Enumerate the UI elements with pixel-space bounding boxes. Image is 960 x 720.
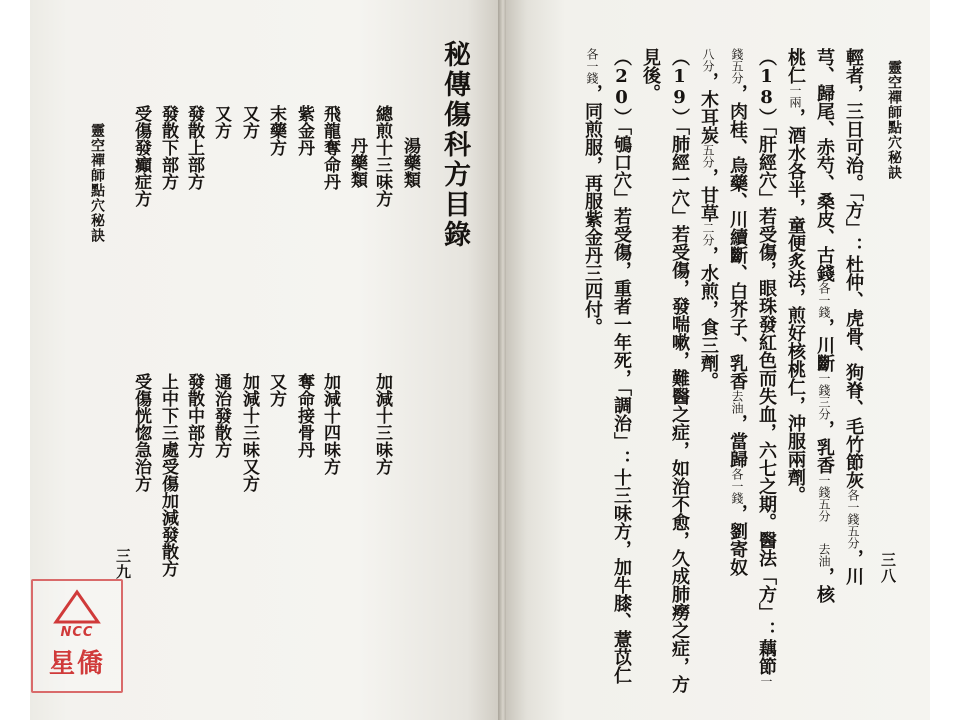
triangle-logo-icon — [53, 589, 101, 625]
toc-entry: 加減十四味方 — [320, 373, 340, 475]
toc-entry: 發散上部方 — [184, 105, 204, 190]
seal-text-cn: 星僑 — [48, 649, 105, 679]
toc-entry: 又方 — [211, 105, 231, 139]
dosage-note: 二分 — [701, 222, 715, 246]
toc-entry: 又方 — [266, 373, 286, 407]
body-text-run — [814, 522, 835, 543]
body-text-run: ，酒水各半，童便炙法，煎好核桃仁，沖服兩劑。 — [785, 108, 806, 504]
body-text-run: 輕者，三日可治。「方」：杜仲、虎骨、狗脊、毛竹節灰 — [843, 48, 864, 489]
dosage-note: 各一錢 — [730, 468, 744, 504]
toc-entry: 末藥方 — [266, 105, 286, 156]
body-text-run: ，當歸 — [727, 414, 748, 468]
toc-entry: 發散下部方 — [158, 105, 178, 190]
body-text-run: （19）「肺經一穴」若受傷，發喘嗽，難醫之症，如治不愈，久成肺癆之症，方 — [669, 48, 690, 693]
toc-entry: 奪命接骨丹 — [294, 373, 314, 458]
body-text-run: 桃仁 — [785, 48, 806, 84]
body-column — [786, 48, 804, 504]
body-column — [612, 48, 630, 684]
dosage-note: 錢五分 — [730, 48, 744, 84]
body-column — [815, 48, 833, 603]
toc-entry: 總煎十三味方 — [372, 105, 392, 207]
right-page — [506, 0, 930, 720]
dosage-note: 一 — [759, 675, 773, 687]
body-text-run: ，木耳炭 — [698, 72, 719, 144]
dosage-note: 各一錢 — [817, 282, 831, 318]
toc-entry: 受傷發癲症方 — [131, 105, 151, 207]
right-page-number: 三八 — [879, 552, 897, 584]
body-column — [699, 48, 717, 390]
body-text-run: ，甘草 — [698, 168, 719, 222]
body-column — [757, 48, 775, 687]
ncc-watermark-seal — [31, 579, 123, 693]
body-text-run: 芎、歸尾、赤芍、桑皮、古錢 — [814, 48, 835, 282]
dosage-note: 各一錢五分 — [846, 489, 860, 549]
body-text-run: ，肉桂、烏藥、川續斷、白芥子、乳香 — [727, 84, 748, 390]
left-page-number: 三九 — [114, 548, 132, 580]
seal-text-en: NCC — [60, 625, 94, 640]
dosage-note: 五分 — [701, 144, 715, 168]
body-text-run: 見後。 — [640, 48, 661, 102]
toc-title: 秘傳傷科方目錄 — [439, 40, 470, 250]
body-text-run: ，川 — [843, 549, 864, 585]
body-text-run: ，水煎，食三劑。 — [698, 246, 719, 390]
body-text-run: （20）「鴝口穴」若受傷，重者一年死，「調治」：十三味方，加牛膝、薏苡仁 — [611, 48, 632, 684]
body-column — [641, 48, 659, 102]
left-running-head: 靈空禪師點穴秘訣 — [89, 123, 105, 243]
body-text-run: ，劉寄奴 — [727, 504, 748, 576]
dosage-note: 去油 — [730, 390, 744, 414]
body-column — [583, 48, 601, 336]
body-column — [728, 48, 746, 576]
body-column — [844, 48, 862, 585]
dosage-note: 去油 — [817, 543, 831, 567]
toc-entry: 受傷恍惚急治方 — [131, 373, 151, 492]
dosage-note: 八分 — [701, 48, 715, 72]
toc-entry: 又方 — [239, 105, 259, 139]
body-text-run: （18）「肝經穴」若受傷，眼珠發紅色而失血，六七之期。醫法「方」：藕節 — [756, 48, 777, 675]
body-text-run: ，川斷 — [814, 318, 835, 372]
body-column — [670, 48, 688, 693]
right-running-head: 靈空禪師點穴秘訣 — [886, 60, 902, 180]
toc-entry: 紫金丹 — [294, 105, 314, 156]
toc-entry: 上中下三處受傷加減發散方 — [158, 373, 178, 577]
dosage-note: 一錢三分 — [817, 372, 831, 420]
toc-entry: 湯藥類 — [400, 137, 420, 188]
toc-entry: 通治發散方 — [211, 373, 231, 458]
toc-entry: 丹藥類 — [347, 137, 367, 188]
body-text-run: ，核 — [814, 567, 835, 603]
dosage-note: 一兩 — [788, 84, 802, 108]
dosage-note: 一錢五分 — [817, 474, 831, 522]
toc-entry: 加減十三味又方 — [239, 373, 259, 492]
toc-entry: 發散中部方 — [184, 373, 204, 458]
toc-entry: 加減十三味方 — [372, 373, 392, 475]
body-text-run: ，乳香 — [814, 420, 835, 474]
body-text-run: ，同煎服，再服紫金丹三四付。 — [582, 84, 603, 336]
toc-entry: 飛龍奪命丹 — [320, 105, 340, 190]
dosage-note: 各一錢 — [585, 48, 599, 84]
